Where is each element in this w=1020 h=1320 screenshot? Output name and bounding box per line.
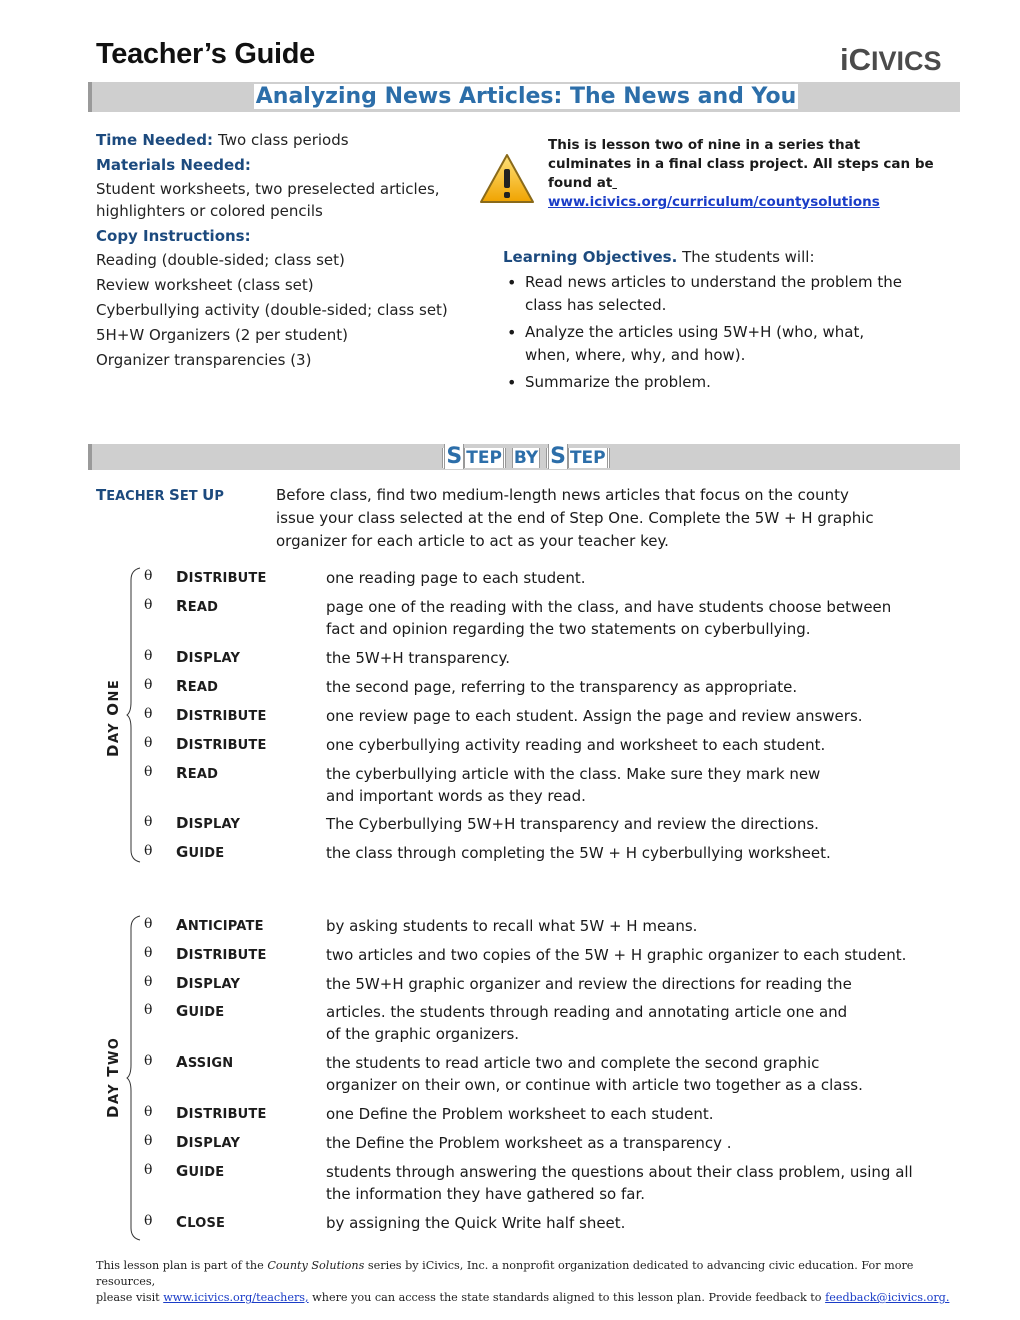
step-verb <box>176 648 240 666</box>
step-verb-rest: SSIGN <box>187 1056 234 1071</box>
step-description-line: one cyberbullying activity reading and worksheet to each student. <box>326 736 826 754</box>
copy-item: Reading (double-sided; class set) <box>96 251 345 269</box>
day-cap: D <box>104 743 122 757</box>
day-one-label <box>104 679 122 757</box>
teachers-link[interactable]: www.icivics.org/teachers, <box>163 1291 309 1304</box>
curriculum-link[interactable]: www.icivics.org/curriculum/countysolutions <box>548 194 880 210</box>
theta-bullet-icon: θ <box>144 843 153 859</box>
step-verb-cap: D <box>176 974 189 992</box>
step-verb-cap: C <box>176 1213 188 1231</box>
copy-item: 5H+W Organizers (2 per student) <box>96 326 348 344</box>
setup-word: P <box>214 489 224 504</box>
objectives-label: Learning Objectives. <box>503 248 678 266</box>
theta-bullet-icon: θ <box>144 945 153 961</box>
lesson-subtitle <box>92 84 960 109</box>
day-cap: D <box>104 1104 122 1118</box>
theta-bullet-icon: θ <box>144 677 153 693</box>
step-description <box>326 1103 966 1125</box>
step-verb-rest: UIDE <box>188 846 225 861</box>
theta-bullet-icon: θ <box>144 814 153 830</box>
step-verb <box>176 706 267 724</box>
logo-rest: IVICS <box>871 46 942 76</box>
icivics-logo <box>840 42 942 78</box>
footer-text: where you can access the state standards aligned to this lesson plan. Provide feedback to <box>308 1291 826 1304</box>
objectives-list <box>503 271 963 394</box>
step-verb-cap: G <box>176 1162 189 1180</box>
step-verb-cap: R <box>176 764 188 782</box>
step-verb-rest: ISTRIBUTE <box>188 1107 267 1122</box>
step-verb-rest: UIDE <box>188 1005 225 1020</box>
day-two-brace <box>126 914 142 1242</box>
objective-item <box>503 271 963 317</box>
step-verb <box>176 568 267 586</box>
day-one-brace <box>126 566 142 864</box>
step-by-step-bar <box>88 444 960 470</box>
sbs-word: TEP <box>466 448 502 468</box>
step-description <box>326 705 966 727</box>
sbs-cap: S <box>550 444 566 469</box>
sbs-step-2 <box>546 444 610 469</box>
theta-bullet-icon: θ <box>144 916 153 932</box>
theta-bullet-icon: θ <box>144 1213 153 1229</box>
step-verb <box>176 814 240 832</box>
footer-line-1 <box>96 1258 976 1290</box>
teacher-setup-text <box>276 484 956 553</box>
step-description-line: the Define the Problem worksheet as a transparency . <box>326 1134 732 1152</box>
step-description <box>326 567 966 589</box>
subtitle-bar <box>88 82 960 112</box>
step-description-line: the 5W+H graphic organizer and review the directions for reading the <box>326 975 852 993</box>
teacher-setup-label <box>96 486 224 504</box>
warning-icon <box>478 152 536 210</box>
logo-c: C <box>848 42 872 77</box>
day-word: NE <box>107 678 122 702</box>
learning-objectives <box>503 245 963 394</box>
step-verb-rest: ISTRIBUTE <box>188 948 267 963</box>
footer-text: please visit <box>96 1291 164 1304</box>
step-description-line: The Cyberbullying 5W+H transparency and review the directions. <box>326 815 819 833</box>
step-verb-cap: D <box>176 1104 189 1122</box>
step-description <box>326 676 966 698</box>
copy-item: Cyberbullying activity (double-sided; class set) <box>96 301 448 319</box>
day-cap: T <box>104 1065 122 1077</box>
step-verb-cap: D <box>176 706 189 724</box>
feedback-email-link[interactable]: feedback@icivics.org. <box>825 1291 950 1304</box>
step-description <box>326 1212 966 1234</box>
step-verb-cap: D <box>176 648 189 666</box>
objective-text: Analyze the articles using 5W+H (who, what, <box>525 323 865 341</box>
step-description-line: page one of the reading with the class, and have students choose between <box>326 598 892 616</box>
sbs-step-1 <box>442 444 506 469</box>
step-description-line: and important words as they read. <box>326 787 586 805</box>
step-verb-rest: ISTRIBUTE <box>188 738 267 753</box>
step-description <box>326 1132 966 1154</box>
step-verb-rest: ISPLAY <box>188 977 241 992</box>
step-description-line: two articles and two copies of the 5W + H graphic organizer to each student. <box>326 946 907 964</box>
theta-bullet-icon: θ <box>144 1133 153 1149</box>
materials-line-2: highlighters or colored pencils <box>96 202 323 220</box>
step-by-step-heading <box>92 444 960 469</box>
step-verb-rest: ISTRIBUTE <box>188 709 267 724</box>
step-verb-cap: D <box>176 568 189 586</box>
step-description-line: the second page, referring to the transparency as appropriate. <box>326 678 798 696</box>
step-verb-cap: R <box>176 677 188 695</box>
time-label: Time Needed: <box>96 131 213 149</box>
note-line-3 <box>548 174 968 193</box>
sbs-by: BY <box>513 448 539 468</box>
day-word: WO <box>107 1036 122 1066</box>
step-verb-cap: R <box>176 597 188 615</box>
step-description <box>326 1001 966 1045</box>
step-verb-cap: A <box>176 1053 188 1071</box>
step-verb <box>176 945 267 963</box>
step-description <box>326 647 966 669</box>
setup-word: ET <box>179 489 198 504</box>
step-description <box>326 944 966 966</box>
objective-item <box>503 371 963 394</box>
setup-cap: T <box>96 486 107 504</box>
step-verb-rest: ISPLAY <box>188 651 241 666</box>
step-verb-rest: EAD <box>187 600 219 615</box>
time-value: Two class periods <box>218 131 349 149</box>
day-word: AY <box>107 721 122 744</box>
footer-text: series by iCivics, Inc. a nonprofit organization dedicated to advancing civic education. For more resources, <box>96 1259 914 1288</box>
theta-bullet-icon: θ <box>144 974 153 990</box>
step-verb <box>176 1104 267 1122</box>
step-verb-cap: D <box>176 735 189 753</box>
copy-item: Organizer transparencies (3) <box>96 351 312 369</box>
theta-bullet-icon: θ <box>144 1104 153 1120</box>
step-verb <box>176 1213 225 1231</box>
step-description <box>326 734 966 756</box>
step-verb <box>176 974 240 992</box>
objective-text: Summarize the problem. <box>525 373 711 391</box>
page-title: Teacher’s Guide <box>96 38 315 70</box>
setup-cap: S <box>169 486 180 504</box>
step-verb <box>176 1162 224 1180</box>
day-two-label <box>104 1037 122 1118</box>
objective-text: Read news articles to understand the problem the <box>525 273 902 291</box>
step-description-line: of the graphic organizers. <box>326 1025 520 1043</box>
theta-bullet-icon: θ <box>144 735 153 751</box>
time-needed <box>96 129 486 151</box>
theta-bullet-icon: θ <box>144 597 153 613</box>
step-verb-cap: D <box>176 814 189 832</box>
step-verb-rest: LOSE <box>187 1216 226 1231</box>
setup-line: Before class, find two medium-length news articles that focus on the county <box>276 486 849 504</box>
day-cap: O <box>104 701 122 716</box>
step-description-line: the 5W+H transparency. <box>326 649 510 667</box>
step-description-line: students through answering the questions about their class problem, using all <box>326 1163 913 1181</box>
step-description-line: by assigning the Quick Write half sheet. <box>326 1214 626 1232</box>
step-description <box>326 842 966 864</box>
step-description <box>326 915 966 937</box>
step-verb <box>176 1053 233 1071</box>
step-description-line: by asking students to recall what 5W + H means. <box>326 917 698 935</box>
step-verb <box>176 677 218 695</box>
step-verb-rest: ISTRIBUTE <box>188 571 267 586</box>
step-description <box>326 1161 966 1205</box>
theta-bullet-icon: θ <box>144 706 153 722</box>
step-verb-rest: ISPLAY <box>188 817 241 832</box>
note-line-2: culminates in a final class project. All steps can be <box>548 156 934 172</box>
step-description-line: articles. the students through reading and annotating article one and <box>326 1003 848 1021</box>
setup-word: EACHER <box>106 489 165 504</box>
step-description <box>326 763 966 807</box>
objectives-intro: The students will: <box>682 248 815 266</box>
step-description-line: the cyberbullying article with the class. Make sure they mark new <box>326 765 821 783</box>
step-description <box>326 813 966 835</box>
step-verb <box>176 843 224 861</box>
materials-line-1: Student worksheets, two preselected articles, <box>96 180 440 198</box>
step-description-line: the class through completing the 5W + H cyberbullying worksheet. <box>326 844 831 862</box>
setup-line: organizer for each article to act as your teacher key. <box>276 532 669 550</box>
step-description-line: organizer on their own, or continue with article two together as a class. <box>326 1076 863 1094</box>
step-description <box>326 1052 966 1096</box>
step-verb-cap: A <box>176 916 188 934</box>
theta-bullet-icon: θ <box>144 1002 153 1018</box>
step-description-line: the students to read article two and complete the second graphic <box>326 1054 820 1072</box>
step-verb-cap: D <box>176 1133 189 1151</box>
step-description <box>326 596 966 640</box>
step-verb <box>176 597 218 615</box>
step-verb-rest: ISPLAY <box>188 1136 241 1151</box>
step-verb <box>176 764 218 782</box>
objective-text: class has selected. <box>525 296 667 314</box>
objectives-heading <box>503 245 963 269</box>
setup-cap: U <box>202 486 215 504</box>
step-verb <box>176 1133 240 1151</box>
step-verb-rest: UIDE <box>188 1165 225 1180</box>
footer-series: County Solutions <box>267 1259 365 1272</box>
theta-bullet-icon: θ <box>144 764 153 780</box>
step-verb-rest: NTICIPATE <box>187 919 264 934</box>
step-verb-cap: G <box>176 1002 189 1020</box>
note-line-1: This is lesson two of nine in a series that <box>548 137 861 153</box>
theta-bullet-icon: θ <box>144 648 153 664</box>
copy-item: Review worksheet (class set) <box>96 276 314 294</box>
step-verb-cap: D <box>176 945 189 963</box>
step-verb <box>176 916 264 934</box>
step-description <box>326 973 966 995</box>
footer-line-2 <box>96 1290 976 1306</box>
sbs-cap: S <box>446 444 463 469</box>
theta-bullet-icon: θ <box>144 1053 153 1069</box>
objective-text: when, where, why, and how). <box>525 346 746 364</box>
theta-bullet-icon: θ <box>144 568 153 584</box>
step-verb <box>176 1002 224 1020</box>
step-description-line: one reading page to each student. <box>326 569 586 587</box>
sbs-word: TEP <box>569 448 606 468</box>
footer-text: This lesson plan is part of the <box>96 1259 268 1272</box>
materials-label: Materials Needed: <box>96 156 251 174</box>
step-description-line: one review page to each student. Assign the page and review answers. <box>326 707 863 725</box>
step-verb-rest: EAD <box>187 680 219 695</box>
day-word: AY <box>107 1082 122 1105</box>
setup-line: issue your class selected at the end of Step One. Complete the 5W + H graphic <box>276 509 874 527</box>
step-description-line: fact and opinion regarding the two statements on cyberbullying. <box>326 620 811 638</box>
footer <box>96 1258 976 1306</box>
copy-label: Copy Instructions: <box>96 227 251 245</box>
copy-list <box>96 248 486 373</box>
step-verb-rest: EAD <box>187 767 219 782</box>
step-verb <box>176 735 267 753</box>
step-description-line: one Define the Problem worksheet to each student. <box>326 1105 714 1123</box>
logo-i: i <box>840 42 849 77</box>
note-found-at: found at <box>548 175 613 191</box>
objective-item <box>503 321 963 367</box>
step-verb-cap: G <box>176 843 189 861</box>
theta-bullet-icon: θ <box>144 1162 153 1178</box>
series-note <box>548 136 968 212</box>
lesson-subtitle-text: Analyzing News Articles: The News and You <box>255 84 797 109</box>
materials-panel <box>96 129 486 373</box>
step-description-line: the information they have gathered so far. <box>326 1185 646 1203</box>
